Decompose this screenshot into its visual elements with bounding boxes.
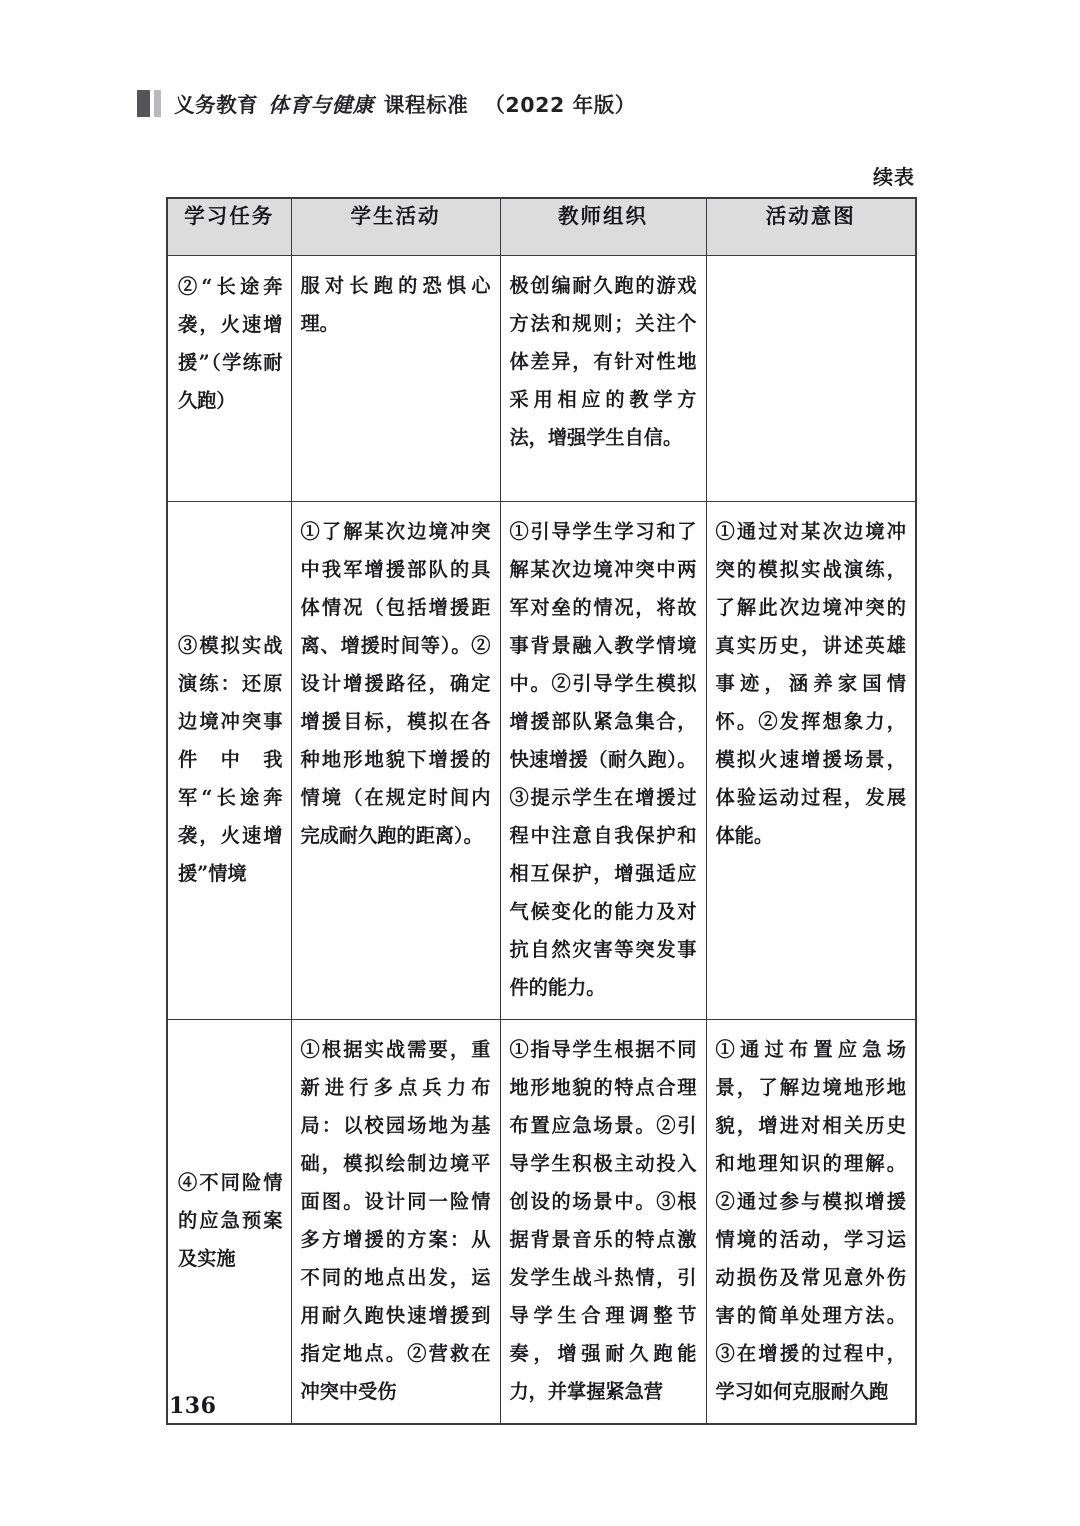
lesson-plan-table-wrapper — [166, 197, 915, 1425]
cell-teacher-organization — [500, 501, 706, 1019]
cell-text: ①通过对某次边境冲突的模拟实战演练，了解此次边境冲突的真实历史，讲述英雄事迹，涵养家国情怀。②发挥想象力，模拟火速增援场景，体验运动过程，发展体能。 — [715, 519, 906, 847]
running-head-text — [174, 88, 636, 118]
cell-activity-intent — [706, 1019, 916, 1424]
running-head-part1: 义务教育 — [174, 93, 259, 117]
cell-teacher-organization — [500, 1019, 706, 1424]
running-head-ornament — [137, 90, 161, 117]
cell-text — [707, 256, 916, 279]
ornament-bar-light — [154, 90, 161, 117]
cell-text: ①了解某次边境冲突中我军增援部队的具体情况（包括增援距离、增援时间等）。②设计增援路径，确定增援目标，模拟在各种地形地貌下增援的情境（在规定时间内完成耐久跑的距离）。 — [300, 519, 491, 847]
cell-text: 服对长跑的恐惧心理。 — [300, 273, 491, 335]
cell-learning-task — [167, 501, 291, 1019]
column-header-learning-task: 学习任务 — [167, 198, 291, 255]
cell-text: ③模拟实战演练：还原边境冲突事件中我军“长途奔袭，火速增援”情境 — [178, 633, 283, 885]
cell-text: ①根据实战需要，重新进行多点兵力布局：以校园场地为基础，模拟绘制边境平面图。设计同一险情多方增援的方案：从不同的地点出发，运用耐久跑快速增援到指定地点。②营救在冲突中受伤 — [300, 1037, 491, 1403]
cell-text: 极创编耐久跑的游戏方法和规则；关注个体差异，有针对性地采用相应的教学方法，增强学生自信。 — [509, 273, 697, 449]
ornament-bar-dark — [137, 90, 150, 117]
table-continued-caption: 续表 — [873, 165, 915, 189]
column-header-student-activity: 学生活动 — [291, 198, 500, 255]
cell-text: ①引导学生学习和了解某次边境冲突中两军对垒的情况，将故事背景融入教学情境中。②引导学生模拟增援部队紧急集合，快速增援（耐久跑）。③提示学生在增援过程中注意自我保护和相互保护，增强适应气候变化的能力及对抗自然灾害等突发事件的能力。 — [509, 519, 697, 999]
cell-student-activity — [291, 1019, 500, 1424]
table-row — [167, 501, 916, 1019]
running-head-part2: 体育与健康 — [268, 93, 374, 117]
table-row — [167, 1019, 916, 1424]
running-head-edition: （2022 年版） — [484, 93, 636, 117]
column-header-activity-intent: 活动意图 — [706, 198, 916, 255]
cell-text: ④不同险情的应急预案及实施 — [178, 1170, 283, 1270]
cell-learning-task — [167, 1019, 291, 1424]
cell-text: ①指导学生根据不同地形地貌的特点合理布置应急场景。②引导学生积极主动投入创设的场景中。③根据背景音乐的特点激发学生战斗热情，引导学生合理调整节奏，增强耐久跑能力，并掌握紧急营 — [509, 1037, 697, 1403]
running-head-part3: 课程标准 — [383, 93, 469, 117]
cell-teacher-organization — [500, 255, 706, 501]
table-header-row — [167, 198, 916, 255]
cell-activity-intent — [706, 255, 916, 501]
cell-student-activity — [291, 501, 500, 1019]
running-head — [137, 86, 636, 120]
column-header-teacher-organization: 教师组织 — [500, 198, 706, 255]
page-number: 136 — [169, 1393, 217, 1419]
cell-text: ①通过布置应急场景，了解边境地形地貌，增进对相关历史和地理知识的理解。②通过参与模拟增援情境的活动，学习运动损伤及常见意外伤害的简单处理方法。③在增援的过程中，学习如何克服耐久跑 — [715, 1037, 906, 1403]
cell-text: ②“长途奔袭，火速增援”（学练耐久跑） — [178, 274, 283, 412]
lesson-plan-table — [166, 197, 917, 1425]
cell-learning-task — [167, 255, 291, 501]
cell-activity-intent — [706, 501, 916, 1019]
table-row — [167, 255, 916, 501]
cell-student-activity — [291, 255, 500, 501]
